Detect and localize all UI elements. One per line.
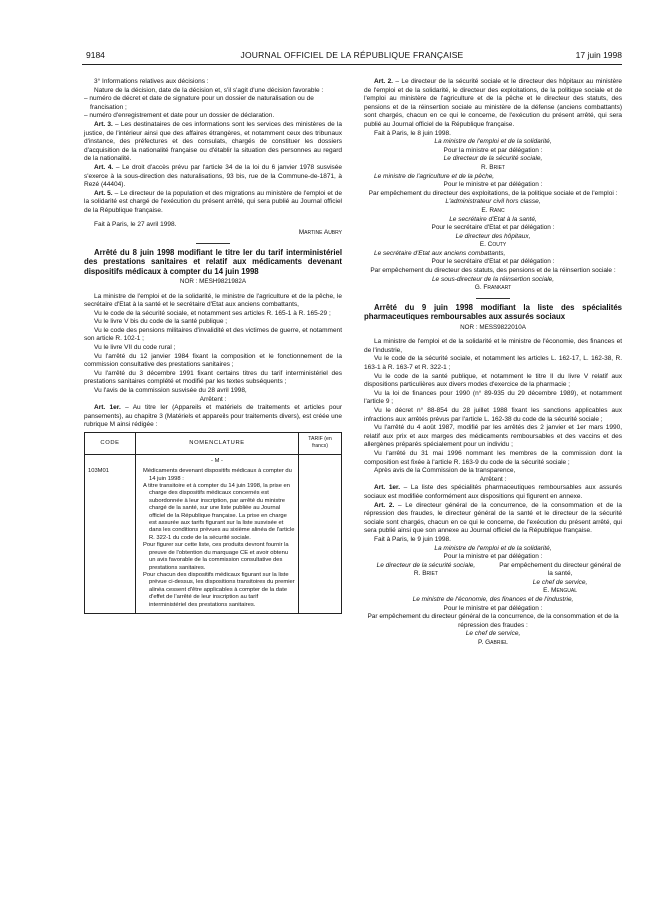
signature: Martine Aubry xyxy=(298,229,342,237)
list-item: – numéro de décret et date de signature pour un dossier de naturalisation ou de francisation ; xyxy=(84,95,314,111)
table-cell-tarif xyxy=(299,468,342,613)
column-header: TARIF (en francs) xyxy=(299,433,342,455)
signatory-line: Le secrétaire d'Etat aux anciens combattants, xyxy=(374,249,506,257)
signature: R. Briet xyxy=(413,570,438,578)
paragraph: La ministre de l'emploi et de la solidarité, le ministre de l'agriculture et de la pêche, le secrétaire d'Etat à la santé et le secrétaire d'Etat aux anciens combattants, xyxy=(84,292,342,309)
article-label: Art. 5. xyxy=(94,189,113,197)
signatory-line: La ministre de l'emploi et de la solidarité, xyxy=(434,544,552,552)
page-header xyxy=(82,50,622,65)
tariff-table xyxy=(84,432,342,614)
signatory-line: Par empêchement du directeur des exploitations, de la politique sociale et de l'emploi : xyxy=(368,189,618,197)
journal-title: JOURNAL OFFICIEL DE LA RÉPUBLIQUE FRANÇAISE xyxy=(240,50,464,60)
article-text: – Les destinataires de ces informations sont les services des ministères de la justice, de l'intérieur ainsi que des affaires étrangères, et notamment ceux des tribunaux d'instance, des préfectures et des consulats, chargés de constituer les dossiers d'acquisition de la nationalité française ou d'établir la situation des personnes au regard de la nationalité. xyxy=(84,120,343,163)
signature: P. Gabriel xyxy=(478,639,508,647)
nor-reference: NOR : MESH9821982A xyxy=(179,277,247,285)
signatory-line: Pour le ministre et par délégation : xyxy=(443,181,543,189)
paragraph: Vu le décret n° 88-854 du 28 juillet 1988 fixant les sanctions applicables aux infractions aux arrêtés prévus par l'article L. 162-38 du code de la sécurité sociale ; xyxy=(364,407,622,423)
signatory-line: Le directeur de la sécurité sociale, xyxy=(443,155,543,163)
signatory-line: Le directeur de la sécurité sociale, xyxy=(376,561,476,569)
table-cell-code: 103M01 xyxy=(85,468,136,613)
cell-paragraph: A titre transitoire et à compter du 14 juin 1998, la prise en charge des dispositifs médicaux concernés est subordonnée à leur inscription, par arrêté du ministre chargé de la santé, sur une liste publiée au Journal officiel de la République française. La prise en charge est assurée aux tarifs figurant sur la liste susvisée et dans les conditions prévues au sixième alinéa de l'article R. 322-1 du code de la sécurité sociale. xyxy=(143,483,295,541)
article-label: Art. 1er. xyxy=(374,484,401,492)
signature: E. Couty xyxy=(479,241,507,249)
article-1 xyxy=(84,404,342,430)
table-row xyxy=(85,468,342,613)
arretent-heading: Arrêtent : xyxy=(479,475,507,483)
article-text: – La liste des spécialités pharmaceutiques remboursables aux assurés sociaux est modifiée conformément aux dispositions qui figurent en annexe. xyxy=(364,484,622,500)
paragraph: Vu le code de la sécurité sociale, et notamment les articles L. 162-17, L. 162-38, R. 163-1 à R. 163-7 et R. 322-1 ; xyxy=(364,355,622,372)
signature-row xyxy=(364,562,622,596)
article-4 xyxy=(84,164,342,190)
signatory-line: Le chef de service, xyxy=(465,630,521,638)
signatory-line: Par empêchement du directeur des statuts, des pensions et de la réinsertion sociale : xyxy=(370,267,616,275)
signature: R. Briet xyxy=(480,163,506,171)
left-column xyxy=(84,78,342,614)
signature-block-right xyxy=(498,562,622,596)
cell-paragraph: Pour chacun des dispositifs médicaux figurant sur la liste prévue ci-dessus, les dispositions transitoires du premier alinéa cessent d'être applicables à compter de la date d'effet de l'arrêté de leur inscription au tarif interministériel des prestations sanitaires. xyxy=(143,571,295,608)
page-number: 9184 xyxy=(86,50,105,60)
signatory-line: Pour la ministre et par délégation : xyxy=(443,146,543,154)
article-label: Art. 2. xyxy=(374,78,393,85)
signatory-line: Par empêchement du directeur général de la concurrence, de la consommation et de la répression des fraudes : xyxy=(367,613,619,629)
signature: E. Mengual xyxy=(543,587,578,595)
signatory-line: Le chef de service, xyxy=(532,578,588,586)
signatory-line: Pour le secrétaire d'Etat et par délégation : xyxy=(431,258,555,266)
article-2 xyxy=(364,502,622,536)
article-text: – Le directeur de la population et des migrations au ministère de l'emploi et de la solidarité est chargé de l'exécution du présent arrêté, qui sera publié au Journal officiel de la République française. xyxy=(84,189,343,214)
cell-paragraph: Médicaments devenant dispositifs médicaux à compter du 14 juin 1998 : xyxy=(143,468,292,482)
place-date: Fait à Paris, le 27 avril 1998. xyxy=(94,220,177,228)
paragraph: Nature de la décision, date de la décision et, s'il s'agit d'une décision favorable : xyxy=(94,86,324,94)
table-cell-nomenclature xyxy=(136,468,299,613)
paragraph: Vu l'arrêté du 3 décembre 1991 fixant certains titres du tarif interministériel des prestations sanitaires complété et modifié par les textes subséquents ; xyxy=(84,369,342,386)
article-3 xyxy=(84,121,342,164)
divider xyxy=(476,298,510,299)
article-label: Art. 2. xyxy=(374,501,395,509)
paragraph: Vu l'arrêté du 12 janvier 1984 fixant la composition et le fonctionnement de la commission consultative des prestations sanitaires ; xyxy=(84,352,342,369)
column-header: NOMENCLATURE xyxy=(136,433,299,455)
article-2 xyxy=(364,78,622,130)
article-text: – Le directeur général de la concurrence, de la consommation et de la répression des fraudes, le directeur général de la santé et le directeur de la sécurité sociale sont chargés, chacun en ce qui le concerne, de l'exécution du présent arrêté, qui sera publié ainsi que son annexe au Journal officiel de la République française. xyxy=(364,501,623,535)
signature: E. Ranc xyxy=(481,206,505,214)
paragraph: Vu la loi de finances pour 1990 (n° 89-935 du 29 décembre 1989), et notamment l'article 9 ; xyxy=(364,389,622,406)
paragraph: Vu l'avis de la commission susvisée du 28 avril 1998, xyxy=(94,387,247,395)
paragraph: 3° Informations relatives aux décisions : xyxy=(94,78,209,85)
column-header: CODE xyxy=(85,433,136,455)
signatory-line: Pour le secrétaire d'Etat et par délégation : xyxy=(431,224,555,232)
article-text: – Le directeur de la sécurité sociale et le directeur des hôpitaux au ministère de l'emploi et de la solidarité, le directeur des exploitations, de la politique sociale et de l'emploi au ministère de l'agriculture et de la pêche et le directeur des statuts, des pensions et de la réinsertion sociale au ministère de la défense (anciens combattants) sont chargés, chacun en ce qui le concerne, de l'exécution du présent arrêté, qui sera publié au Journal officiel de la République française. xyxy=(364,78,622,128)
signature-block-left xyxy=(364,562,488,596)
paragraph: Vu le livre V bis du code de la santé publique ; xyxy=(94,318,228,326)
signatory-line: Le sous-directeur de la réinsertion sociale, xyxy=(431,275,555,283)
decree-title: Arrêté du 8 juin 1998 modifiant le titre Ier du tarif interministériel des prestations sanitaires et relatif aux médicaments devenant dispositifs médicaux à compter du 14 juin 1998 xyxy=(84,247,342,276)
right-column xyxy=(364,78,622,648)
article-1 xyxy=(364,484,622,501)
paragraph: Vu le code de la sécurité sociale, et notamment ses articles R. 165-1 à R. 165-29 ; xyxy=(94,309,331,317)
signatory-line: Le secrétaire d'Etat à la santé, xyxy=(449,215,537,223)
place-date: Fait à Paris, le 9 juin 1998. xyxy=(374,535,451,543)
issue-date: 17 juin 1998 xyxy=(575,50,622,60)
signatory-line: La ministre de l'emploi et de la solidarité, xyxy=(434,138,552,146)
cell-paragraph: Pour figurer sur cette liste, ces produits devront fournir la preuve de l'obtention du marquage CE et avoir obtenu un avis favorable de la commission consultative des prestations sanitaires. xyxy=(143,542,289,571)
signatory-line: Pour la ministre et par délégation : xyxy=(443,553,543,561)
article-label: Art. 4. xyxy=(94,163,114,171)
paragraph: Vu le code des pensions militaires d'invalidité et des victimes de guerre, et notamment son article R. 102-1 ; xyxy=(84,326,342,343)
table-row xyxy=(85,454,342,468)
paragraph: Vu l'arrêté du 31 mai 1996 nommant les membres de la commission dont la composition est fixée à l'article R. 163-9 du code de la sécurité sociale ; xyxy=(364,449,622,466)
place-date: Fait à Paris, le 8 juin 1998. xyxy=(374,129,451,137)
article-text: – Le droit d'accès prévu par l'article 34 de la loi du 6 janvier 1978 susvisée s'exerce à la sous-direction des naturalisations, 93 bis, rue de la Commune-de-1871, à Rezé (44404). xyxy=(84,163,343,189)
signatory-line: Le directeur des hôpitaux, xyxy=(455,232,531,240)
list-item: – numéro d'enregistrement et date pour un dossier de déclaration. xyxy=(84,112,275,120)
table-header-row xyxy=(85,433,342,455)
signatory-line: Pour le ministre et par délégation : xyxy=(443,604,543,612)
divider xyxy=(196,243,230,244)
paragraph: Vu l'arrêté du 4 août 1987, modifié par les arrêtés des 2 janvier et 1er mars 1990, relatif aux prix et aux marges des médicaments remboursables et des vaccins et des allergènes préparés spécialement pour un individu ; xyxy=(364,424,622,449)
list xyxy=(84,95,342,121)
paragraph: La ministre de l'emploi et de la solidarité et le ministre de l'économie, des finances et de l'industrie, xyxy=(364,338,622,354)
nor-reference: NOR : MESS9822010A xyxy=(460,323,526,331)
article-5 xyxy=(84,190,342,216)
signature: G. Frankart xyxy=(474,284,512,292)
paragraph: Après avis de la Commission de la transparence, xyxy=(374,467,516,475)
paragraph: Vu le livre VII du code rural ; xyxy=(94,344,176,352)
signatory-line: Le ministre de l'économie, des finances et de l'industrie, xyxy=(412,596,574,604)
article-label: Art. 3. xyxy=(94,120,113,128)
article-text: – Au titre Ier (Appareils et matériels de traitements et articles pour pansements), au chapitre 3 (Matériels et appareils pour traitements divers), est créée une rubrique M ainsi rédigée : xyxy=(84,404,342,429)
signatory-line: L'administrateur civil hors classe, xyxy=(445,198,541,206)
article-label: Art. 1er. xyxy=(94,404,121,412)
arretent-heading: Arrêtent : xyxy=(199,395,227,403)
signatory-line: Le ministre de l'agriculture et de la pêche, xyxy=(374,172,495,180)
signatory-line: Par empêchement du directeur général de la santé, xyxy=(499,561,621,578)
paragraph: Vu le code de la santé publique, et notamment le titre II du livre V relatif aux dispositions particulières aux divers modes d'exercice de la pharmacie ; xyxy=(364,372,622,389)
table-section-heading: - M - xyxy=(136,454,299,468)
decree-title: Arrêté du 9 juin 1998 modifiant la liste des spécialités pharmaceutiques remboursables aux assurés sociaux xyxy=(364,302,622,322)
